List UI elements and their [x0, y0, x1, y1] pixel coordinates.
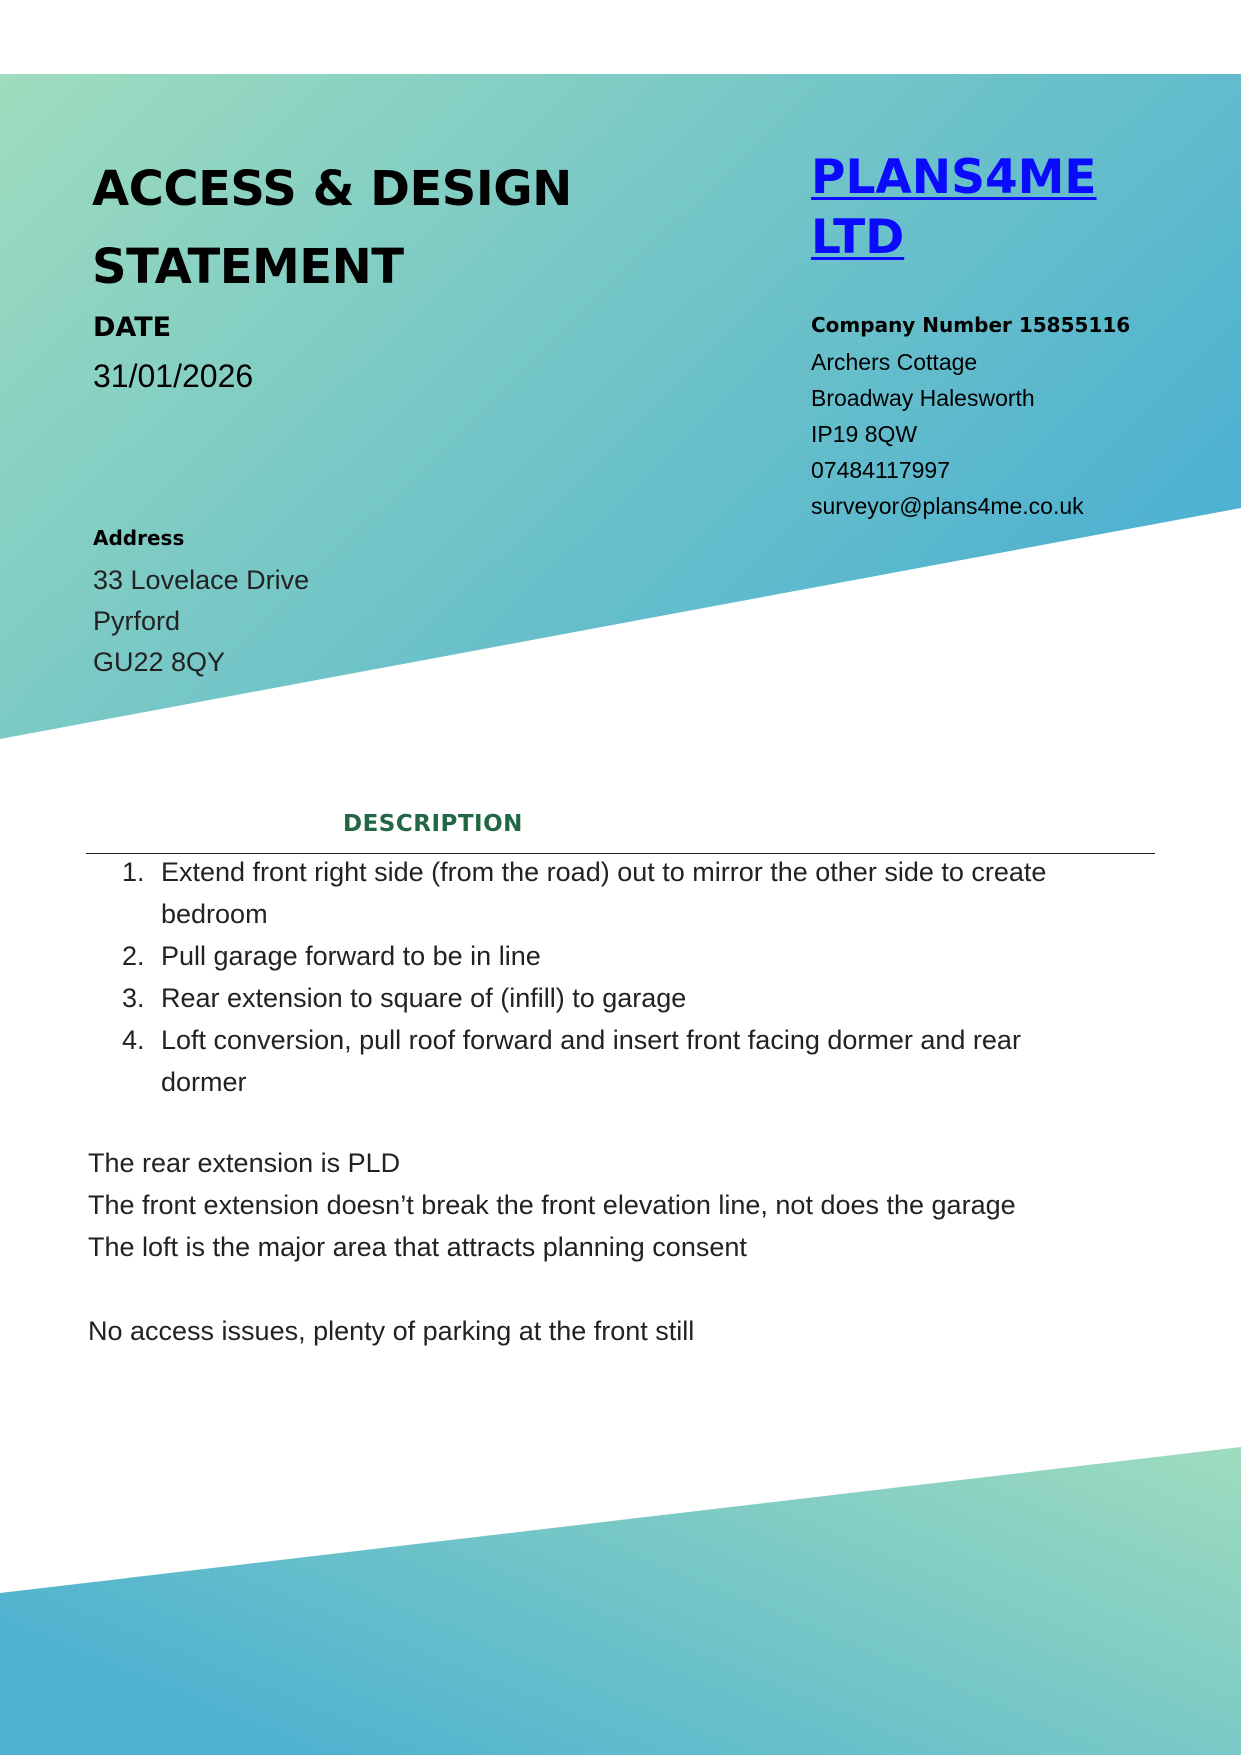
address-label: Address [93, 526, 185, 550]
address-line: Pyrford [93, 606, 181, 636]
body-paragraph: The front extension doesn’t break the front elevation line, not does the garage [88, 1190, 1016, 1220]
title-line-2: STATEMENT [92, 239, 404, 295]
body-paragraph: The loft is the major area that attracts planning consent [88, 1232, 747, 1262]
company-number: Company Number 15855116 [811, 313, 1131, 337]
description-list [0, 851, 1100, 1103]
company-name-link[interactable] [811, 148, 1097, 268]
list-text: Pull garage forward to be in line [161, 941, 541, 971]
company-email: surveyor@plans4me.co.uk [811, 493, 1084, 519]
date-label: DATE [93, 312, 172, 343]
list-item [0, 935, 1101, 977]
list-text: Loft conversion, pull roof forward and insert front facing dormer and rear dormer [161, 1025, 1021, 1097]
list-item [0, 851, 1101, 935]
company-address-line: Archers Cottage [811, 349, 978, 375]
title-line-1: ACCESS & DESIGN [92, 161, 572, 217]
address-block [93, 560, 309, 683]
address-line: 33 Lovelace Drive [93, 565, 310, 595]
page-title [92, 150, 572, 306]
paragraph-spacer [88, 1268, 1016, 1310]
list-number: 2. [122, 941, 145, 971]
company-phone: 07484117997 [811, 457, 950, 483]
body-paragraph: No access issues, plenty of parking at the front still [88, 1316, 695, 1346]
company-address-line: Broadway Halesworth [811, 385, 1035, 411]
list-number: 4. [122, 1025, 145, 1055]
list-text: Rear extension to square of (infill) to garage [161, 983, 687, 1013]
list-text: Extend front right side (from the road) out to mirror the other side to create bedroom [161, 857, 1047, 929]
date-value: 31/01/2026 [93, 358, 254, 394]
list-number: 3. [122, 983, 145, 1013]
company-postcode: IP19 8QW [811, 421, 918, 447]
list-item [0, 1019, 1101, 1103]
company-details [811, 344, 1084, 524]
address-line: GU22 8QY [93, 647, 226, 677]
list-number: 1. [122, 857, 145, 887]
company-name-line-2: LTD [811, 210, 905, 265]
company-name-line-1: PLANS4ME [811, 150, 1097, 205]
body-paragraph: The rear extension is PLD [88, 1148, 401, 1178]
list-item [0, 977, 1101, 1019]
body-text [88, 1142, 1016, 1352]
description-heading: DESCRIPTION [343, 811, 523, 837]
footer-band [0, 1447, 1241, 1755]
